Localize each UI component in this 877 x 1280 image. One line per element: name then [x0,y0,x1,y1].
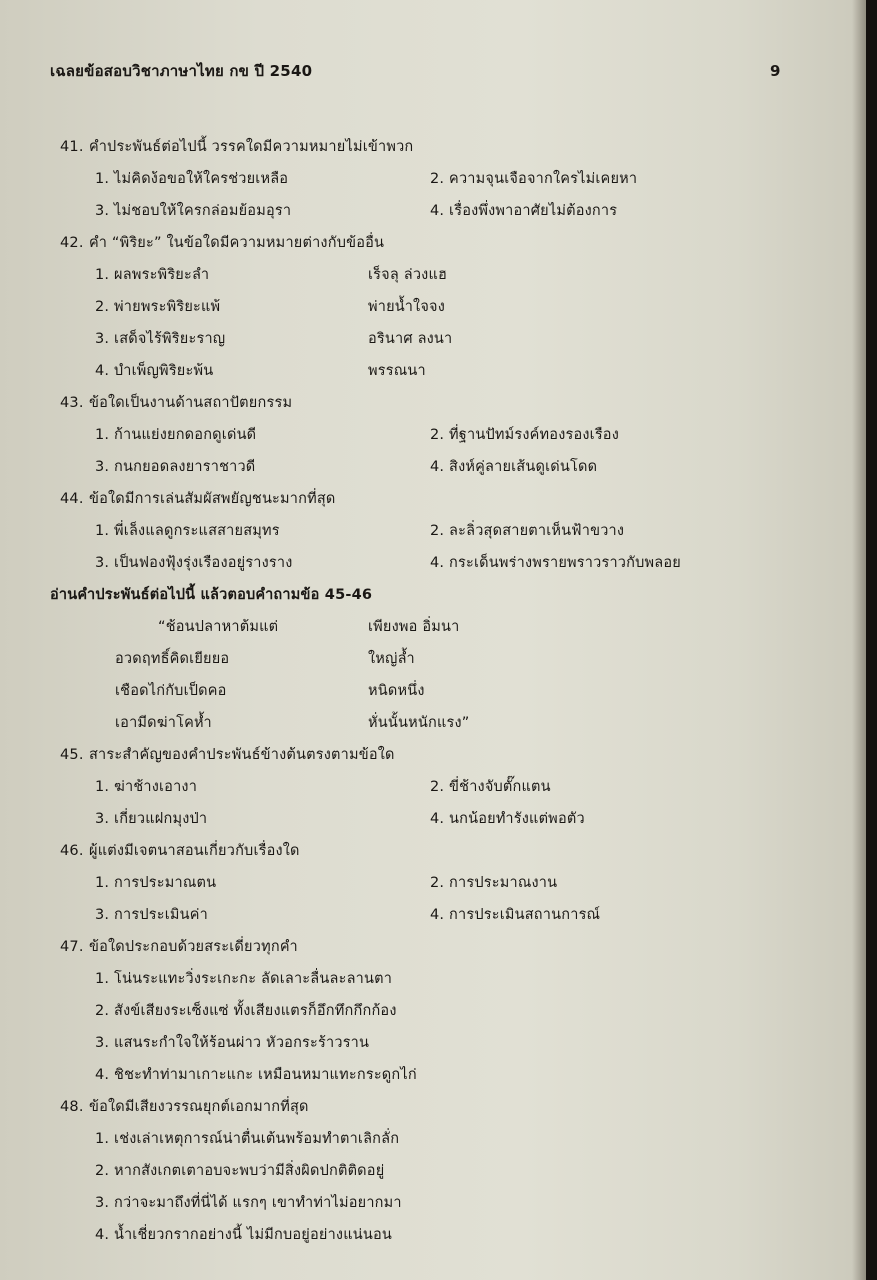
verse-line: ใหญ่ล้ำ [368,651,415,667]
verse-line: เชือดไก่กับเป็ดคอ [115,683,227,699]
choice: 3. การประเมินค่า [95,907,209,923]
choice: 4. เรื่องพึ่งพาอาศัยไม่ต้องการ [430,203,618,219]
question-text: คำประพันธ์ต่อไปนี้ วรรคใดมีความหมายไม่เข้าพวก [89,139,414,155]
verse-line: เอามีดฆ่าโคห้ำ [115,715,212,731]
choice: 3. ไม่ชอบให้ใครกล่อมย้อมอุรา [95,203,292,219]
question-number: 45. [60,747,84,763]
verse-continuation: เร็จลุ ล่วงแฮ [368,267,448,283]
choice: 1. การประมาณตน [95,875,217,891]
page-header-title: เฉลยข้อสอบวิชาภาษาไทย กข ปี 2540 [50,62,313,80]
question-text: ข้อใดมีเสียงวรรณยุกต์เอกมากที่สุด [89,1099,309,1115]
choice: 3. กว่าจะมาถึงที่นี่ได้ แรกๆ เขาทำท่าไม่อยากมา [95,1195,402,1211]
choice: 2. สังข์เสียงระเซ็งแซ่ ทั้งเสียงแตรก็อึกทึกกึกก้อง [95,1003,397,1019]
choice: 4. กระเด็นพร่างพรายพราวราวกับพลอย [430,555,681,571]
question-number: 42. [60,235,84,251]
question-number: 48. [60,1099,84,1115]
choice: 1. ผลพระพิริยะลำ [95,267,210,283]
choice: 2. ความจุนเจือจากใครไม่เคยหา [430,171,638,187]
choice: 4. การประเมินสถานการณ์ [430,907,601,923]
question-text: ข้อใดประกอบด้วยสระเดี่ยวทุกคำ [89,939,298,955]
question-number: 46. [60,843,84,859]
page-number: 9 [770,62,781,80]
verse-line: อวดฤทธิ์คิดเยียยอ [115,651,230,667]
question-text: สาระสำคัญของคำประพันธ์ข้างต้นตรงตามข้อใด [89,747,395,763]
verse-line: “ช้อนปลาหาต้มแต่ [158,619,279,635]
choice: 2. การประมาณงาน [430,875,558,891]
choice: 1. ก้านแย่งยกดอกดูเด่นดี [95,427,257,443]
choice: 4. บำเพ็ญพิริยะพ้น [95,363,214,379]
verse-continuation: อรินาศ ลงนา [368,331,453,347]
choice: 3. กนกยอดลงยาราชาวดี [95,459,256,475]
question-number: 41. [60,139,84,155]
verse-line: หั่นนั้นหนักแรง” [368,715,470,731]
question-number: 44. [60,491,84,507]
choice: 3. เกี่ยวแฝกมุงป่า [95,811,208,827]
choice: 3. เป็นฟองฟุ้งรุ่งเรืองอยู่รางราง [95,555,293,571]
choice: 1. ไม่คิดง้อขอให้ใครช่วยเหลือ [95,171,289,187]
choice: 1. โน่นระแทะวิ่งระเกะกะ ลัดเลาะลื่นละลานตา [95,971,393,987]
passage-instruction: อ่านคำประพันธ์ต่อไปนี้ แล้วตอบคำถามข้อ 45-46 [50,587,373,603]
choice: 2. พ่ายพระพิริยะแพ้ [95,299,221,315]
choice: 4. สิงห์คู่ลายเส้นดูเด่นโดด [430,459,598,475]
choice: 1. พี่เล็งแลดูกระแสสายสมุทร [95,523,280,539]
choice: 3. แสนระกำใจให้ร้อนผ่าว หัวอกระร้าวราน [95,1035,370,1051]
verse-continuation: พรรณนา [368,363,426,379]
question-number: 47. [60,939,84,955]
choice: 2. หากสังเกตเตาอบจะพบว่ามีสิ่งผิดปกติติดอยู่ [95,1163,385,1179]
choice: 2. ขี่ช้างจับตั๊กแตน [430,779,551,795]
choice: 4. ชิชะทำท่ามาเกาะแกะ เหมือนหมาแทะกระดูกไก่ [95,1067,417,1083]
choice: 2. ละลิ่วสุดสายตาเห็นฟ้าขวาง [430,523,625,539]
verse-line: เพียงพอ อิ่มนา [368,619,460,635]
question-text: ผู้แต่งมีเจตนาสอนเกี่ยวกับเรื่องใด [89,843,300,859]
verse-line: หนิดหนึ่ง [368,683,425,699]
question-text: ข้อใดมีการเล่นสัมผัสพยัญชนะมากที่สุด [89,491,336,507]
question-text: ข้อใดเป็นงานด้านสถาปัตยกรรม [89,395,293,411]
question-text: คำ “พิริยะ” ในข้อใดมีความหมายต่างกับข้ออื่น [89,235,385,251]
choice: 1. เช่งเล่าเหตุการณ์น่าตื่นเต้นพร้อมทำตาเลิกลั่ก [95,1131,400,1147]
verse-continuation: พ่ายน้ำใจจง [368,299,446,315]
choice: 3. เสด็จไร้พิริยะราญ [95,331,226,347]
choice: 1. ฆ่าช้างเอางา [95,779,198,795]
choice: 4. นกน้อยทำรังแต่พอตัว [430,811,585,827]
question-number: 43. [60,395,84,411]
choice: 4. น้ำเชี่ยวกรากอย่างนี้ ไม่มีกบอยู่อย่างแน่นอน [95,1227,392,1243]
choice: 2. ที่ฐานปัทม์รงค์ทองรองเรือง [430,427,620,443]
